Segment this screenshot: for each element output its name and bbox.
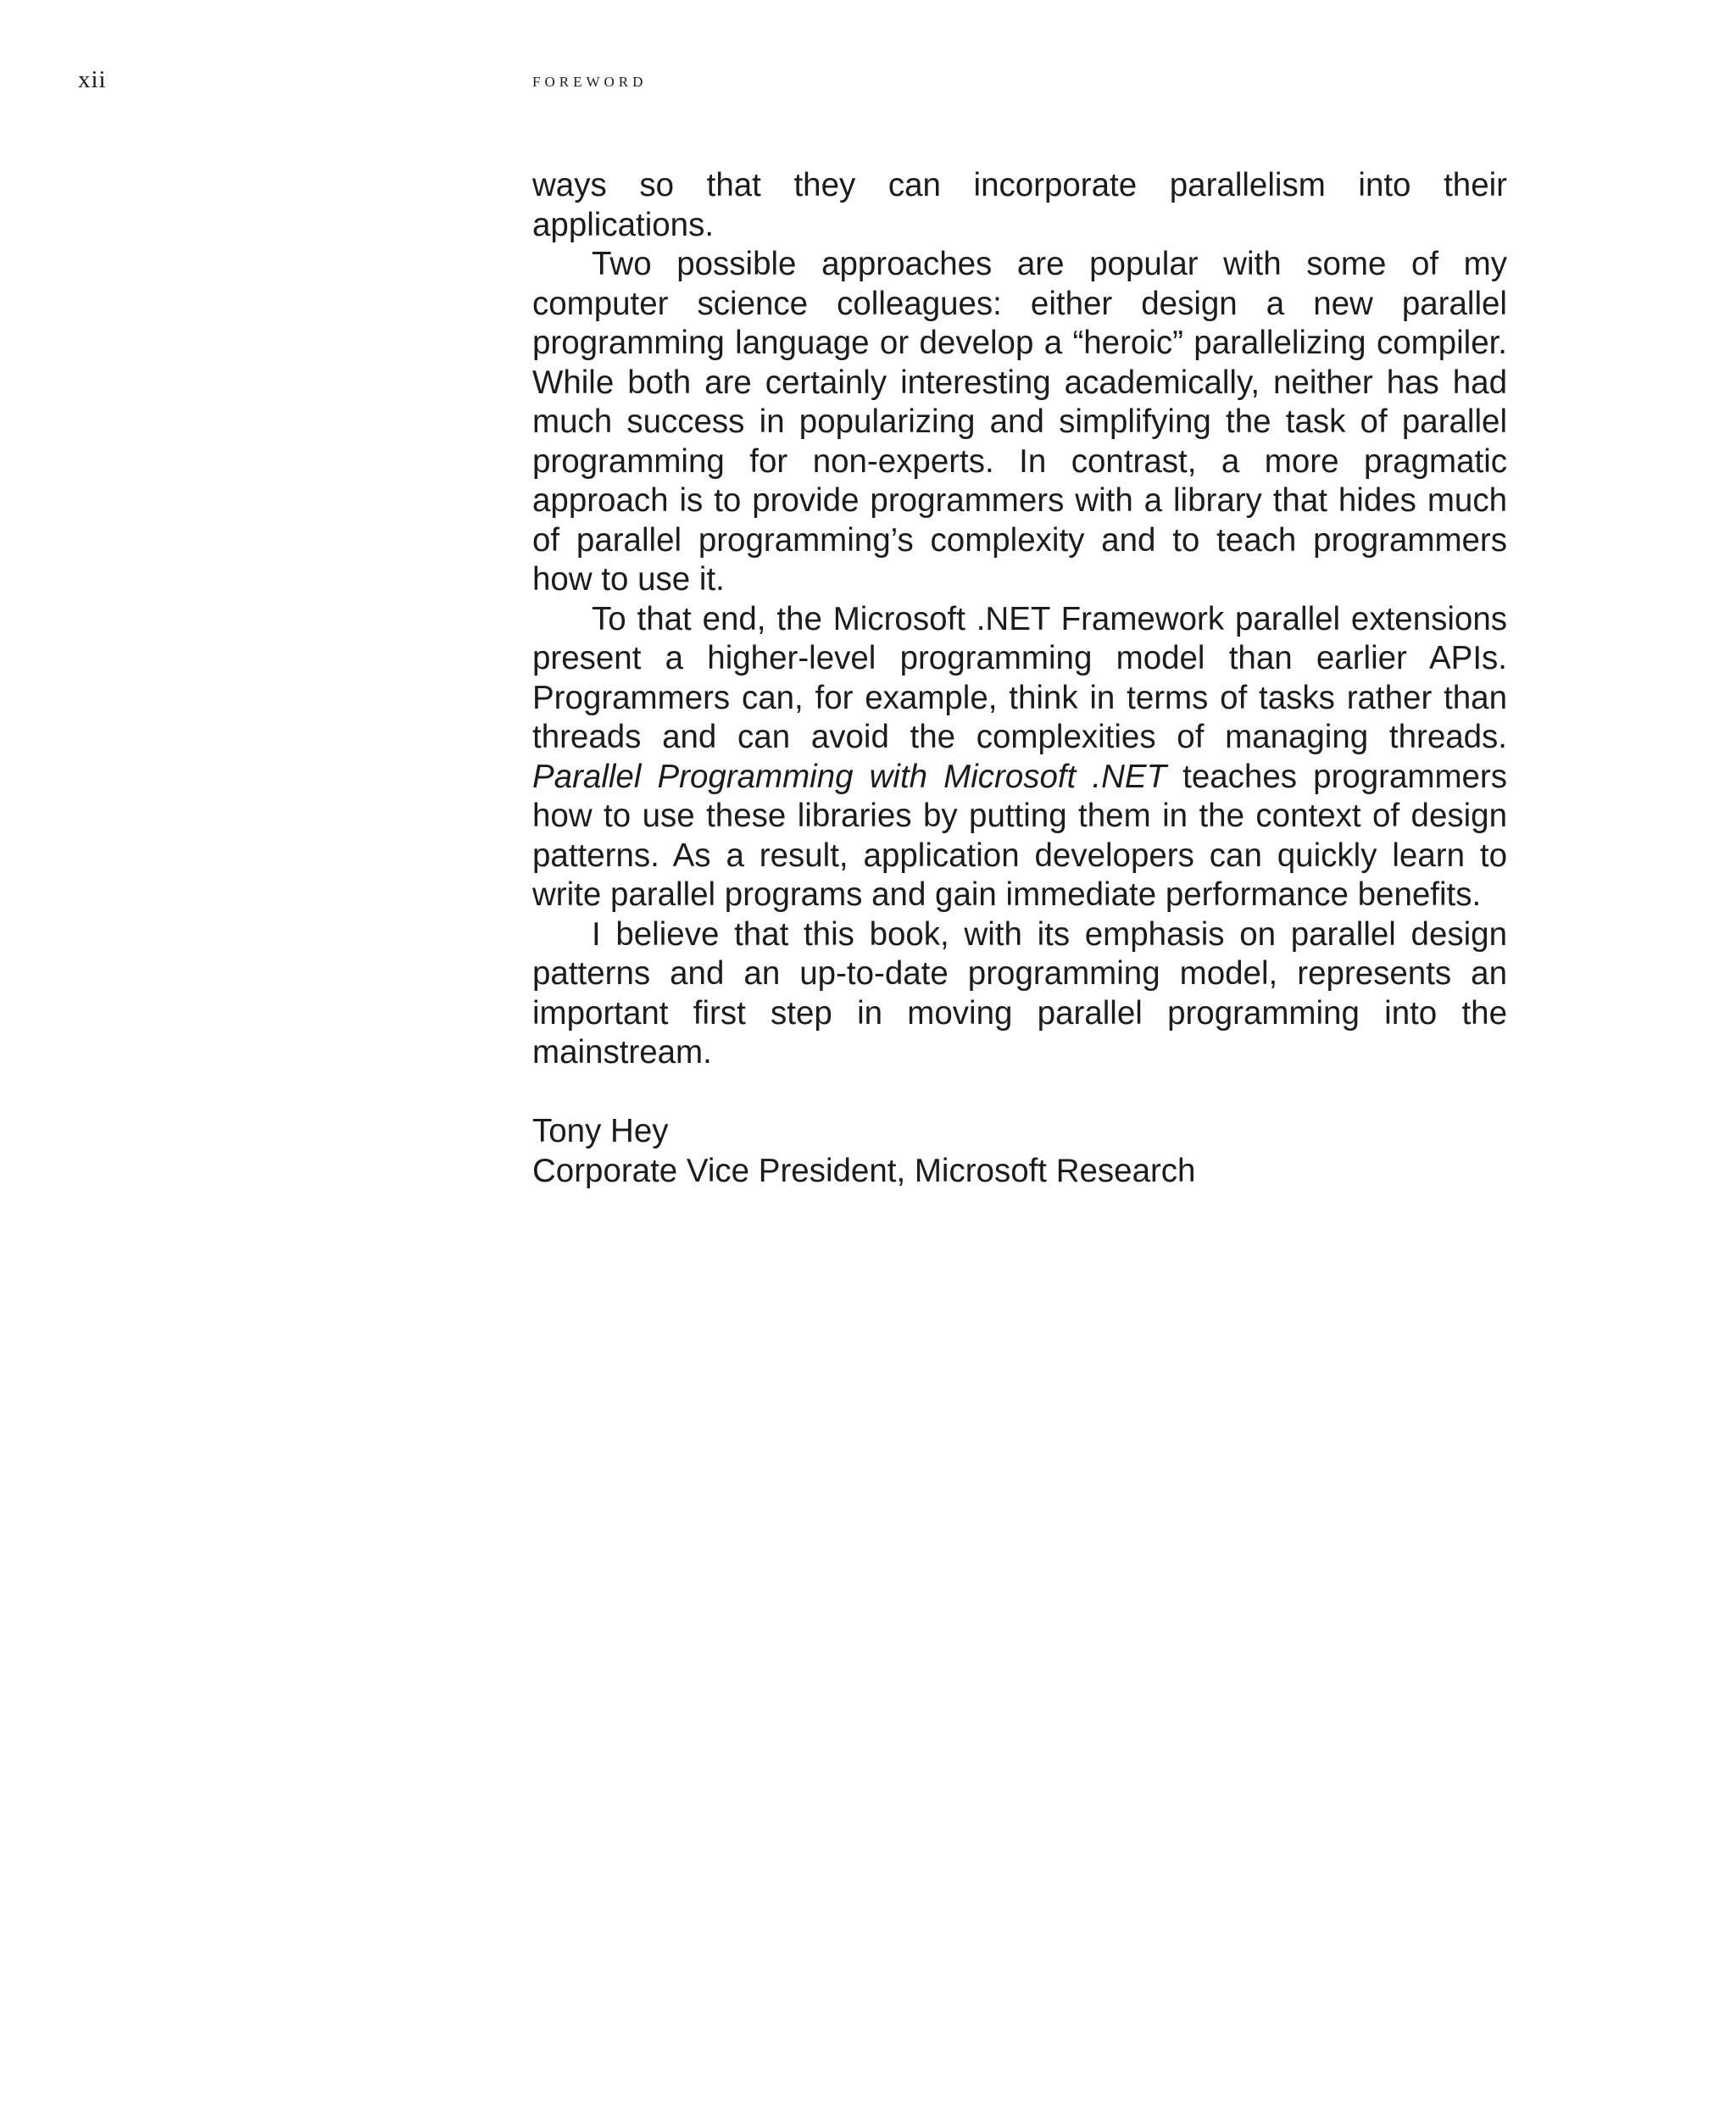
paragraph-approaches: Two possible approaches are popular with some of my computer science colleagues: either design a new parallel programming language or develop a “heroic” parallelizing compiler. While both are certainly interesting academically, neither has had much success in popularizing and simplifying the task of parallel programming for non-experts. In contrast, a more pragmatic approach is to provide programmers with a library that hides much of parallel programming’s complexity and to teach programmers how to use it. (532, 246, 1507, 598)
running-head (0, 66, 1736, 100)
paragraph-text: teaches programmers how to use these libraries by putting them in the context of design patterns. As a result, application developers can quickly learn to write parallel programs and gain immediate performance benefits. (532, 758, 1507, 913)
page-number: xii (78, 66, 107, 93)
paragraph-text: To that end, the Microsoft .NET Framework parallel extensions present a higher-level programming model than earlier APIs. Programmers can, for example, think in terms of tasks rather than threads and can avoid the complexities of managing threads. (532, 600, 1507, 755)
paragraph-conclusion: I believe that this book, with its emphasis on parallel design patterns and an up-to-date programming model, represents an important first step in moving parallel programming into the mainstream. (532, 915, 1507, 1071)
foreword-body (532, 166, 1507, 1191)
paragraph-net-framework (532, 600, 1507, 915)
section-title: foreword (532, 70, 648, 92)
signature-title: Corporate Vice President, Microsoft Research (532, 1152, 1196, 1189)
book-title: Parallel Programming with Microsoft .NET (532, 758, 1167, 795)
signature-block (532, 1112, 1507, 1191)
paragraph-continued: ways so that they can incorporate parallelism into their applications. (532, 167, 1507, 243)
signature-name: Tony Hey (532, 1113, 669, 1149)
